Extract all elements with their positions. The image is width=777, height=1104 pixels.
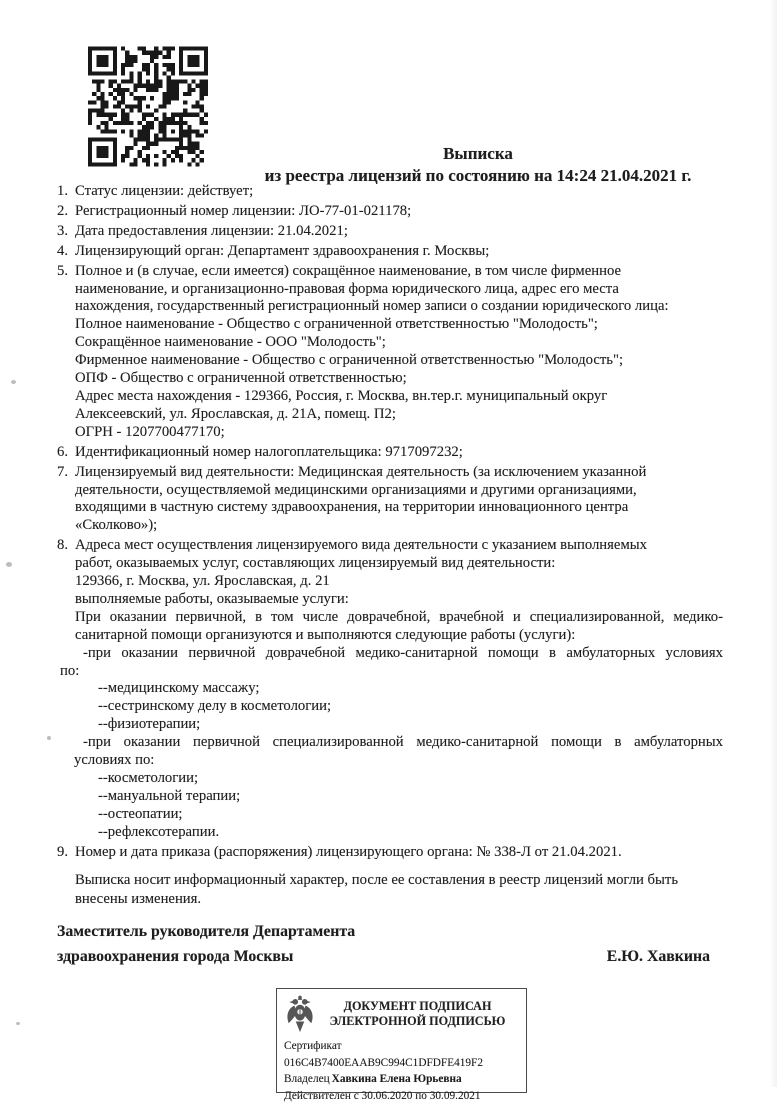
document-line	[57, 406, 723, 424]
line-text: --сестринскому делу в косметологии;	[98, 698, 332, 715]
line-text: Дата предоставления лицензии: 21.04.2021;	[75, 222, 348, 239]
scan-speck	[16, 1022, 20, 1025]
document-line	[57, 844, 723, 862]
line-text: Сокращённое наименование - ООО "Молодость";	[75, 334, 386, 351]
document-line	[57, 770, 723, 788]
informational-note	[57, 871, 723, 908]
document-line	[57, 609, 723, 627]
line-text: Адрес места нахождения - 129366, Россия, г. Москва, вн.тер.г. муниципальный округ	[75, 387, 608, 404]
signer-position	[57, 920, 355, 969]
scan-speck	[11, 380, 16, 384]
line-text: выполняемые работы, оказываемые услуги:	[75, 590, 349, 607]
document-line	[57, 499, 723, 517]
document-line	[57, 537, 723, 555]
document-line	[57, 444, 723, 462]
document-line	[57, 591, 723, 609]
document-line	[57, 482, 723, 500]
signature-block	[57, 920, 723, 969]
signer-position-line-2: здравоохранения города Москвы	[57, 947, 294, 965]
list-item	[57, 844, 723, 862]
stamp-title-line-1: ДОКУМЕНТ ПОДПИСАН	[343, 999, 492, 1013]
document-line	[57, 555, 723, 573]
line-text: Полное и (в случае, если имеется) сокращённое наименование, в том числе фирменное	[75, 262, 621, 279]
document-line	[57, 424, 723, 442]
item-number: 8.	[57, 537, 69, 554]
item-number: 3.	[57, 222, 69, 239]
document-line	[57, 716, 723, 734]
owner-line	[284, 1071, 519, 1088]
stamp-title-line-2: ЭЛЕКТРОННОЙ ПОДПИСЬЮ	[329, 1014, 506, 1028]
line-text: условиях по:	[74, 752, 155, 769]
line-text: -при оказании первичной специализированной медико-санитарной помощи в амбулаторных	[83, 734, 723, 751]
line-text: нахождения, государственный регистрационный номер записи о создании юридического лица:	[75, 298, 669, 315]
validity-line: Действителен с 30.06.2020 по 30.09.2021	[284, 1089, 481, 1102]
document-line	[57, 734, 723, 752]
certificate-value: 016C4B7400EAAB9C994C1DFDFE419F2	[284, 1056, 483, 1069]
line-text: наименование, и организационно-правовая форма юридического лица, адрес его места	[75, 280, 619, 297]
license-items	[57, 183, 723, 864]
signer-position-line-1: Заместитель руководителя Департамента	[57, 923, 356, 940]
stamp-header	[284, 993, 519, 1035]
document-line	[57, 388, 723, 406]
scan-speck	[47, 736, 51, 740]
line-text: Статус лицензии: действует;	[75, 183, 254, 199]
list-item	[57, 263, 723, 442]
item-number: 5.	[57, 262, 69, 279]
item-number: 6.	[57, 443, 69, 460]
line-text: При оказании первичной, в том числе доврачебной, врачебной и специализированной, медико-	[75, 608, 723, 625]
qr-code-icon	[88, 46, 208, 167]
signer-name: Е.Ю. Хавкина	[606, 947, 710, 965]
item-number: 7.	[57, 463, 69, 480]
title-line-2: из реестра лицензий по состоянию на 14:24 21.04.2021 г.	[264, 165, 692, 185]
document-line	[57, 788, 723, 806]
document-line	[57, 627, 723, 645]
line-text: входящими в частную систему здравоохранения, на территории инновационного центра	[75, 499, 629, 516]
certificate-label: Сертификат	[284, 1040, 342, 1052]
line-text: 129366, г. Москва, ул. Ярославская, д. 21	[75, 573, 330, 590]
line-text: --мануальной терапии;	[98, 787, 241, 804]
list-item	[57, 444, 723, 462]
line-text: ОГРН - 1207700477170;	[75, 423, 225, 440]
list-item	[57, 223, 723, 241]
item-number: 9.	[57, 843, 69, 860]
document-line	[57, 334, 723, 352]
list-item	[57, 464, 723, 536]
document-line	[57, 298, 723, 316]
document-line	[57, 824, 723, 842]
document-line	[57, 243, 723, 261]
list-item	[57, 203, 723, 221]
list-item	[57, 537, 723, 841]
digital-signature-stamp	[276, 988, 527, 1102]
document-line	[57, 698, 723, 716]
item-number: 4.	[57, 242, 69, 259]
line-text: Регистрационный номер лицензии: ЛО-77-01-021178;	[75, 202, 412, 219]
owner-value: Хавкина Елена Юрьевна	[331, 1073, 462, 1086]
document-line	[57, 680, 723, 698]
document-line	[57, 663, 723, 681]
certificate-line	[284, 1038, 519, 1071]
document-line	[57, 517, 723, 535]
line-text: Номер и дата приказа (распоряжения) лицензирующего органа: № 338-Л от 21.04.2021.	[75, 843, 622, 860]
document-line	[57, 806, 723, 824]
owner-label: Владелец	[284, 1073, 330, 1086]
line-text: Полное наименование - Общество с ограниченной ответственностью "Молодость";	[75, 316, 598, 333]
line-text: работ, оказываемых услуг, составляющих лицензируемый вид деятельности:	[75, 555, 556, 572]
document-line	[57, 464, 723, 482]
line-text: --рефлексотерапии.	[98, 823, 220, 840]
line-text: --косметологии;	[98, 770, 199, 786]
document-line	[57, 370, 723, 388]
document-line	[57, 573, 723, 591]
line-text: --остеопатии;	[98, 805, 183, 822]
coat-of-arms-icon	[284, 993, 316, 1035]
line-text: Лицензирующий орган: Департамент здравоохранения г. Москвы;	[75, 242, 490, 259]
item-number: 2.	[57, 202, 69, 219]
document-line	[57, 183, 723, 201]
line-text: --медицинскому массажу;	[98, 680, 260, 697]
line-text: --физиотерапии;	[98, 716, 201, 733]
document-line	[57, 316, 723, 334]
line-text: по:	[60, 662, 80, 679]
line-text: деятельности, осуществляемой медицинскими организациями и другими организациями,	[75, 481, 637, 498]
line-text: «Сколково»);	[75, 517, 158, 534]
document-line	[57, 352, 723, 370]
note-line: Выписка носит информационный характер, после ее составления в реестр лицензий могли быть	[75, 872, 679, 888]
line-text: Идентификационный номер налогоплательщика: 9717097232;	[75, 443, 463, 460]
scan-edge-shadow	[770, 0, 777, 1087]
document-line	[57, 645, 723, 663]
document-title	[245, 143, 711, 186]
document-line	[57, 281, 723, 299]
note-line: внесены изменения.	[75, 890, 202, 907]
line-text: Фирменное наименование - Общество с ограниченной ответственностью "Молодость";	[75, 352, 624, 369]
line-text: -при оказании первичной доврачебной медико-санитарной помощи в амбулаторных условиях	[83, 644, 723, 661]
document-line	[57, 203, 723, 221]
item-number: 1.	[57, 183, 69, 199]
line-text: санитарной помощи организуются и выполняются следующие работы (услуги):	[75, 626, 576, 643]
document-line	[57, 752, 723, 770]
line-text: Адреса мест осуществления лицензируемого вида деятельности с указанием выполняемых	[75, 537, 647, 554]
line-text: ОПФ - Общество с ограниченной ответственностью;	[75, 370, 407, 387]
line-text: Алексеевский, ул. Ярославская, д. 21А, помещ. П2;	[75, 405, 396, 422]
scan-speck	[6, 562, 12, 567]
stamp-title	[316, 999, 519, 1029]
list-item	[57, 183, 723, 201]
list-item	[57, 243, 723, 261]
line-text: Лицензируемый вид деятельности: Медицинская деятельность (за исключением указанной	[75, 463, 647, 480]
title-line-1: Выписка	[443, 144, 513, 163]
document-line	[57, 223, 723, 241]
document-line	[57, 263, 723, 281]
